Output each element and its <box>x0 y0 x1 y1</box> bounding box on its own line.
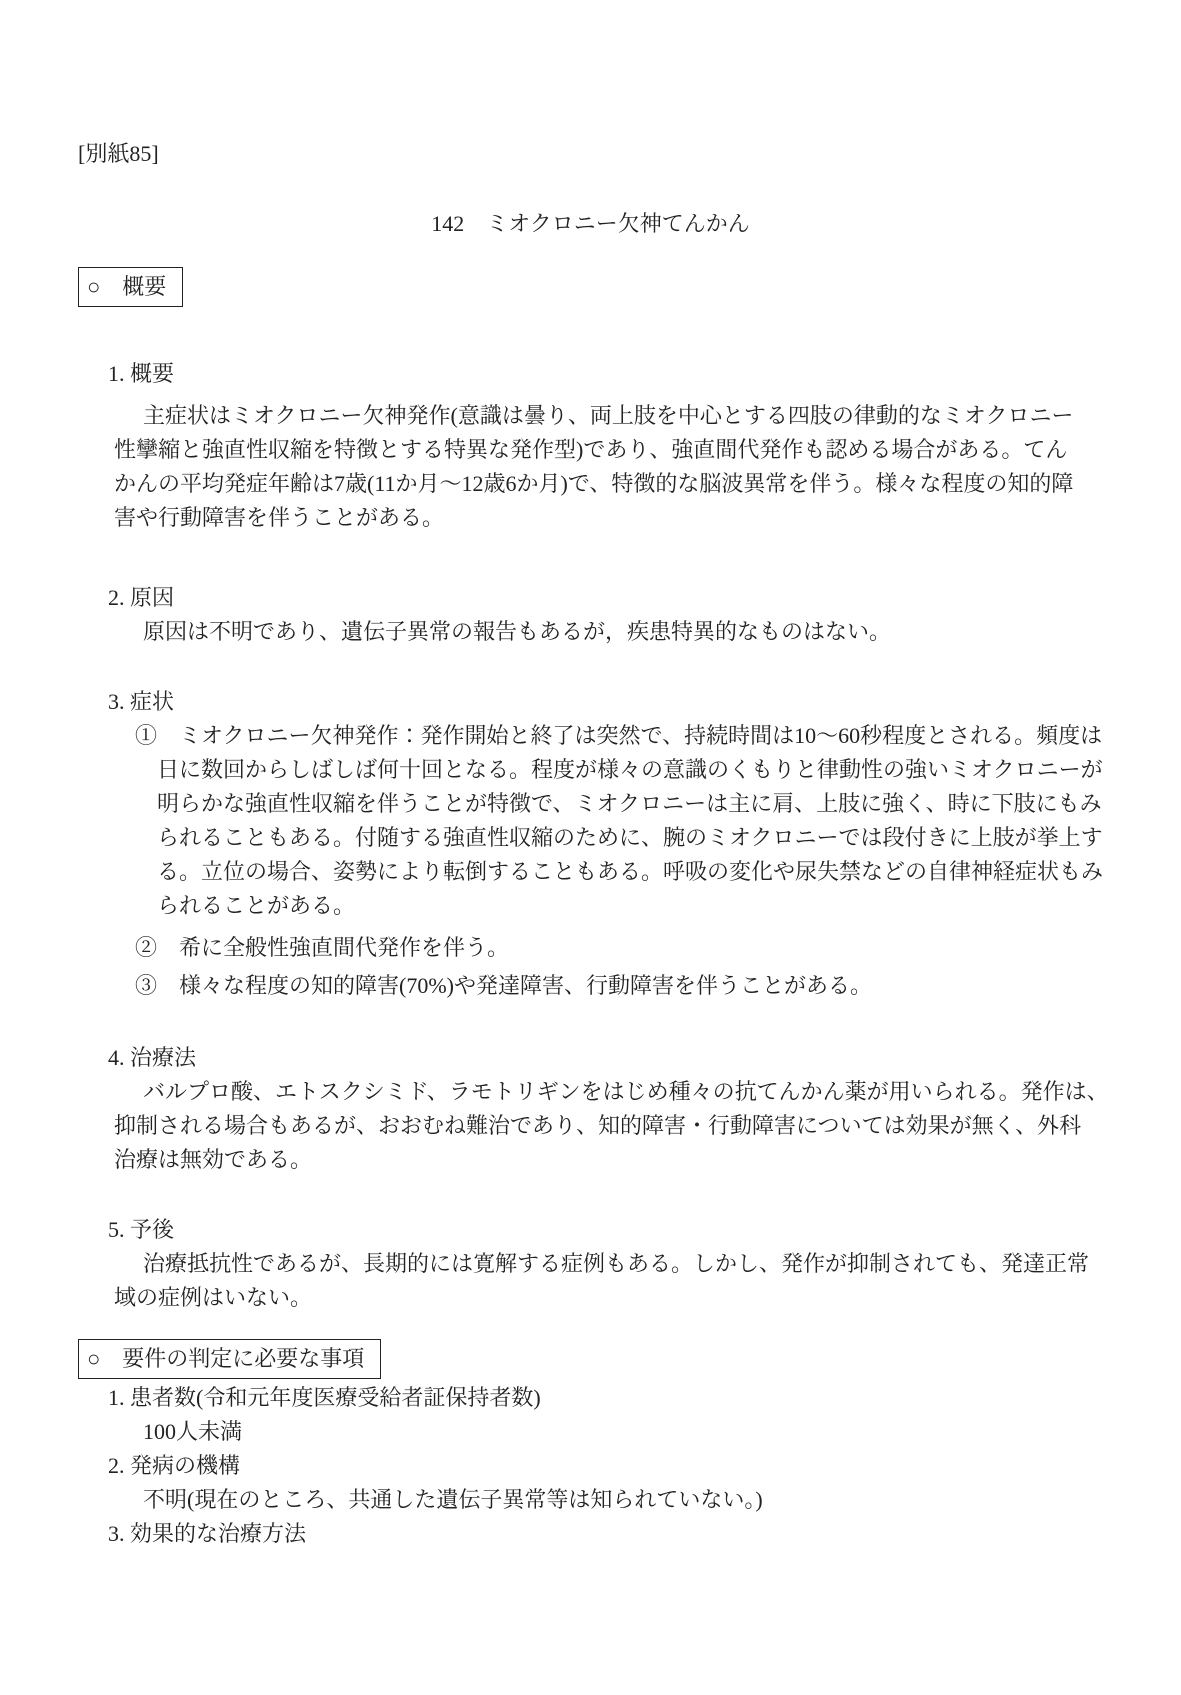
symptom-item-3: ③ 様々な程度の知的障害(70%)や発達障害、行動障害を伴うことがある。 <box>135 973 872 998</box>
symptom-item-1-line: 明らかな強直性収縮を伴うことが特徴で、ミオクロニーは主に肩、上肢に強く、時に下肢にもみ <box>157 791 1102 816</box>
section-overview <box>0 357 1181 535</box>
section-heading-shoujou: 3. 症状 <box>108 689 175 714</box>
overview-header-box: ○ 概要 <box>78 267 183 307</box>
section-requirements <box>0 1381 1181 1551</box>
section-heading-yogo: 5. 予後 <box>108 1217 175 1242</box>
requirements-header-box: ○ 要件の判定に必要な事項 <box>78 1339 381 1379</box>
symptom-item-1-line: られることがある。 <box>157 893 356 918</box>
requirement-item-2: 2. 発病の機構 <box>108 1453 241 1478</box>
paragraph-line: 主症状はミオクロニー欠神発作(意識は曇り、両上肢を中心とする四肢の律動的なミオクロニー <box>143 403 1074 428</box>
paragraph-line: 治療抵抗性であるが、長期的には寛解する症例もある。しかし、発作が抑制されても、発達正常 <box>143 1251 1090 1276</box>
paragraph-line: 害や行動障害を伴うことがある。 <box>114 505 445 530</box>
requirement-item-2-value: 不明(現在のところ、共通した遺伝子異常等は知られていない。) <box>143 1487 763 1512</box>
requirements-header-wrap <box>0 1339 1181 1379</box>
symptom-item-1-line: ① ミオクロニー欠神発作：発作開始と終了は突然で、持続時間は10〜60秒程度とされる。頻度は <box>135 723 1103 748</box>
document-title: 142 ミオクロニー欠神てんかん <box>431 211 750 236</box>
paragraph-line: 域の症例はいない。 <box>114 1285 313 1310</box>
section-chiryouhou <box>0 1041 1181 1177</box>
paragraph-line: 抑制される場合もあるが、おおむね難治であり、知的障害・行動障害については効果が無く、外科 <box>114 1113 1082 1138</box>
section-yogo <box>0 1213 1181 1315</box>
overview-header-wrap <box>0 267 1181 307</box>
symptom-item-1-line: る。立位の場合、姿勢により転倒することもある。呼吸の変化や尿失禁などの自律神経症状もみ <box>157 859 1104 884</box>
section-genin <box>0 581 1181 649</box>
requirement-item-1: 1. 患者数(令和元年度医療受給者証保持者数) <box>108 1385 541 1410</box>
section-heading-genin: 2. 原因 <box>108 585 175 610</box>
symptom-item-1-line: られることもある。付随する強直性収縮のために、腕のミオクロニーでは段付きに上肢が挙上す <box>157 825 1103 850</box>
paragraph-line: バルプロ酸、エトスクシミド、ラモトリギンをはじめ種々の抗てんかん薬が用いられる。発作は、 <box>143 1079 1109 1104</box>
requirement-item-3: 3. 効果的な治療方法 <box>108 1521 307 1546</box>
attachment-label: [別紙85] <box>78 141 159 166</box>
section-heading-gaiyou: 1. 概要 <box>108 361 175 386</box>
paragraph-line: 性攣縮と強直性収縮を特徴とする特異な発作型)であり、強直間代発作も認める場合がある。てん <box>114 437 1068 462</box>
section-shoujou <box>0 685 1181 1003</box>
requirement-item-1-value: 100人未満 <box>143 1419 243 1444</box>
section-heading-chiryouhou: 4. 治療法 <box>108 1045 197 1070</box>
paragraph-line: 原因は不明であり、遺伝子異常の報告もあるが，疾患特異的なものはない。 <box>143 619 892 644</box>
paragraph-line: かんの平均発症年齢は7歳(11か月〜12歳6か月)で、特徴的な脳波異常を伴う。様々な程度の知的障 <box>114 471 1074 496</box>
paragraph-line: 治療は無効である。 <box>114 1147 313 1172</box>
symptom-item-2: ② 希に全般性強直間代発作を伴う。 <box>135 935 510 960</box>
symptom-item-1-line: 日に数回からしばしば何十回となる。程度が様々の意識のくもりと律動性の強いミオクロニーが <box>157 757 1103 782</box>
